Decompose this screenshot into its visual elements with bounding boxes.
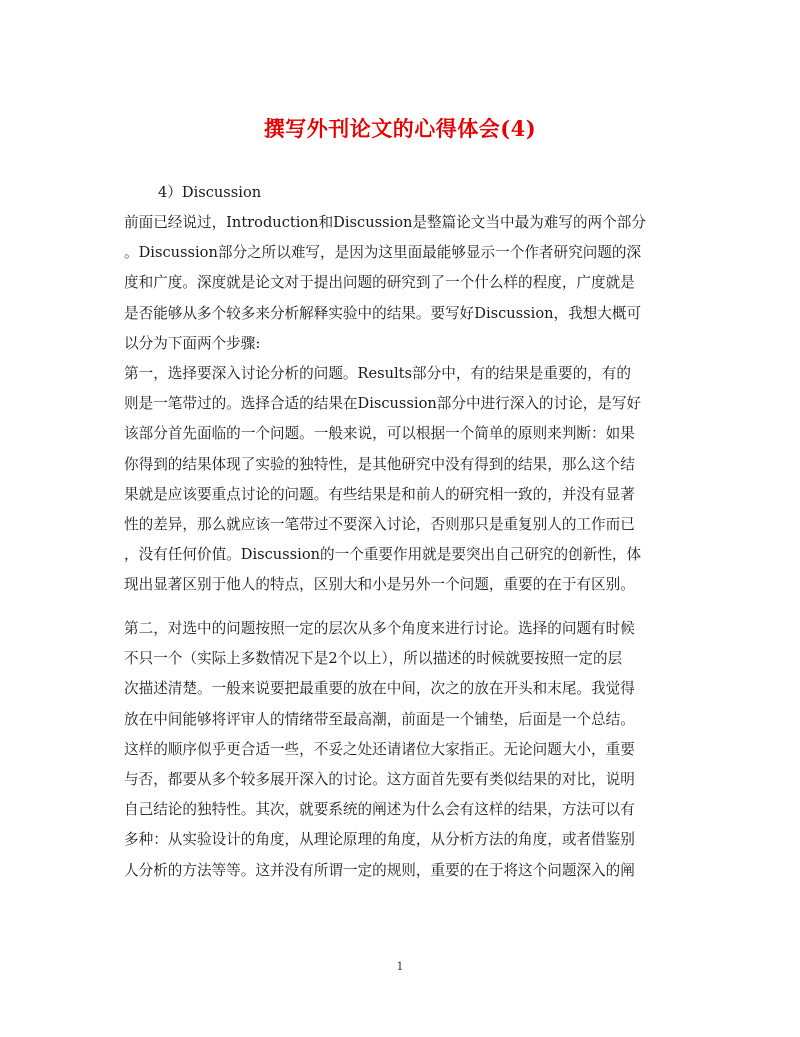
text-line: 多种：从实验设计的角度，从理论原理的角度，从分析方法的角度，或者借鉴别	[124, 831, 635, 849]
text-line: 果就是应该要重点讨论的问题。有些结果是和前人的研究相一致的，并没有显著	[124, 485, 635, 503]
text-line: 前面已经说过，Introduction和Discussion是整篇论文当中最为难写的两个部分	[124, 214, 646, 231]
text-line: 次描述清楚。一般来说要把最重要的放在中间，次之的放在开头和末尾。我觉得	[124, 680, 635, 698]
text-line: 度和广度。深度就是论文对于提出问题的研究到了一个什么样的程度，广度就是	[124, 274, 635, 292]
text-line: 第二，对选中的问题按照一定的层次从多个角度来进行讨论。选择的问题有时候	[124, 620, 635, 637]
text-line: 自己结论的独特性。其次，就要系统的阐述为什么会有这样的结果，方法可以有	[124, 801, 635, 819]
text-line: 第一，选择要深入讨论分析的问题。Results部分中，有的结果是重要的，有的	[124, 365, 631, 383]
text-line: 性的差异，那么就应该一笔带过不要深入讨论，否则那只是重复别人的工作而已	[124, 516, 635, 534]
text-line: 以分为下面两个步骤:	[124, 334, 261, 352]
document-title: 撰写外刊论文的心得体会(4)	[263, 116, 537, 141]
text-line: 你得到的结果体现了实验的独特性，是其他研究中没有得到的结果，那么这个结	[124, 455, 635, 473]
text-line: 人分析的方法等等。这并没有所谓一定的规则，重要的在于将这个问题深入的阐	[124, 861, 635, 879]
paragraph-step-two	[124, 614, 680, 886]
text-line: 这样的顺序似乎更合适一些，不妥之处还请诸位大家指正。无论问题大小，重要	[124, 740, 635, 758]
text-line: 现出显著区别于他人的特点，区别大和小是另外一个问题，重要的在于有区别。	[124, 576, 635, 594]
section-heading: 4）Discussion	[158, 184, 262, 201]
text-line: 与否，都要从多个较多展开深入的讨论。这方面首先要有类似结果的对比，说明	[124, 771, 635, 789]
text-line: 则是一笔带过的。选择合适的结果在Discussion部分中进行深入的讨论，是写好	[124, 395, 642, 413]
text-line: 。Discussion部分之所以难写，是因为这里面最能够显示一个作者研究问题的深	[124, 244, 642, 262]
paragraph-discussion-intro	[124, 208, 680, 601]
text-line: 是否能够从多个较多来分析解释实验中的结果。要写好Discussion，我想大概可	[124, 304, 642, 322]
text-line: ，没有任何价值。Discussion的一个重要作用就是要突出自己研究的创新性，体	[124, 546, 642, 564]
text-line: 不只一个（实际上多数情况下是2个以上），所以描述的时候就要按照一定的层	[124, 650, 623, 668]
text-line: 放在中间能够将评审人的情绪带至最高潮，前面是一个铺垫，后面是一个总结。	[124, 710, 635, 728]
page-number: 1	[396, 960, 404, 973]
text-line: 该部分首先面临的一个问题。一般来说，可以根据一个简单的原则来判断：如果	[124, 425, 635, 443]
